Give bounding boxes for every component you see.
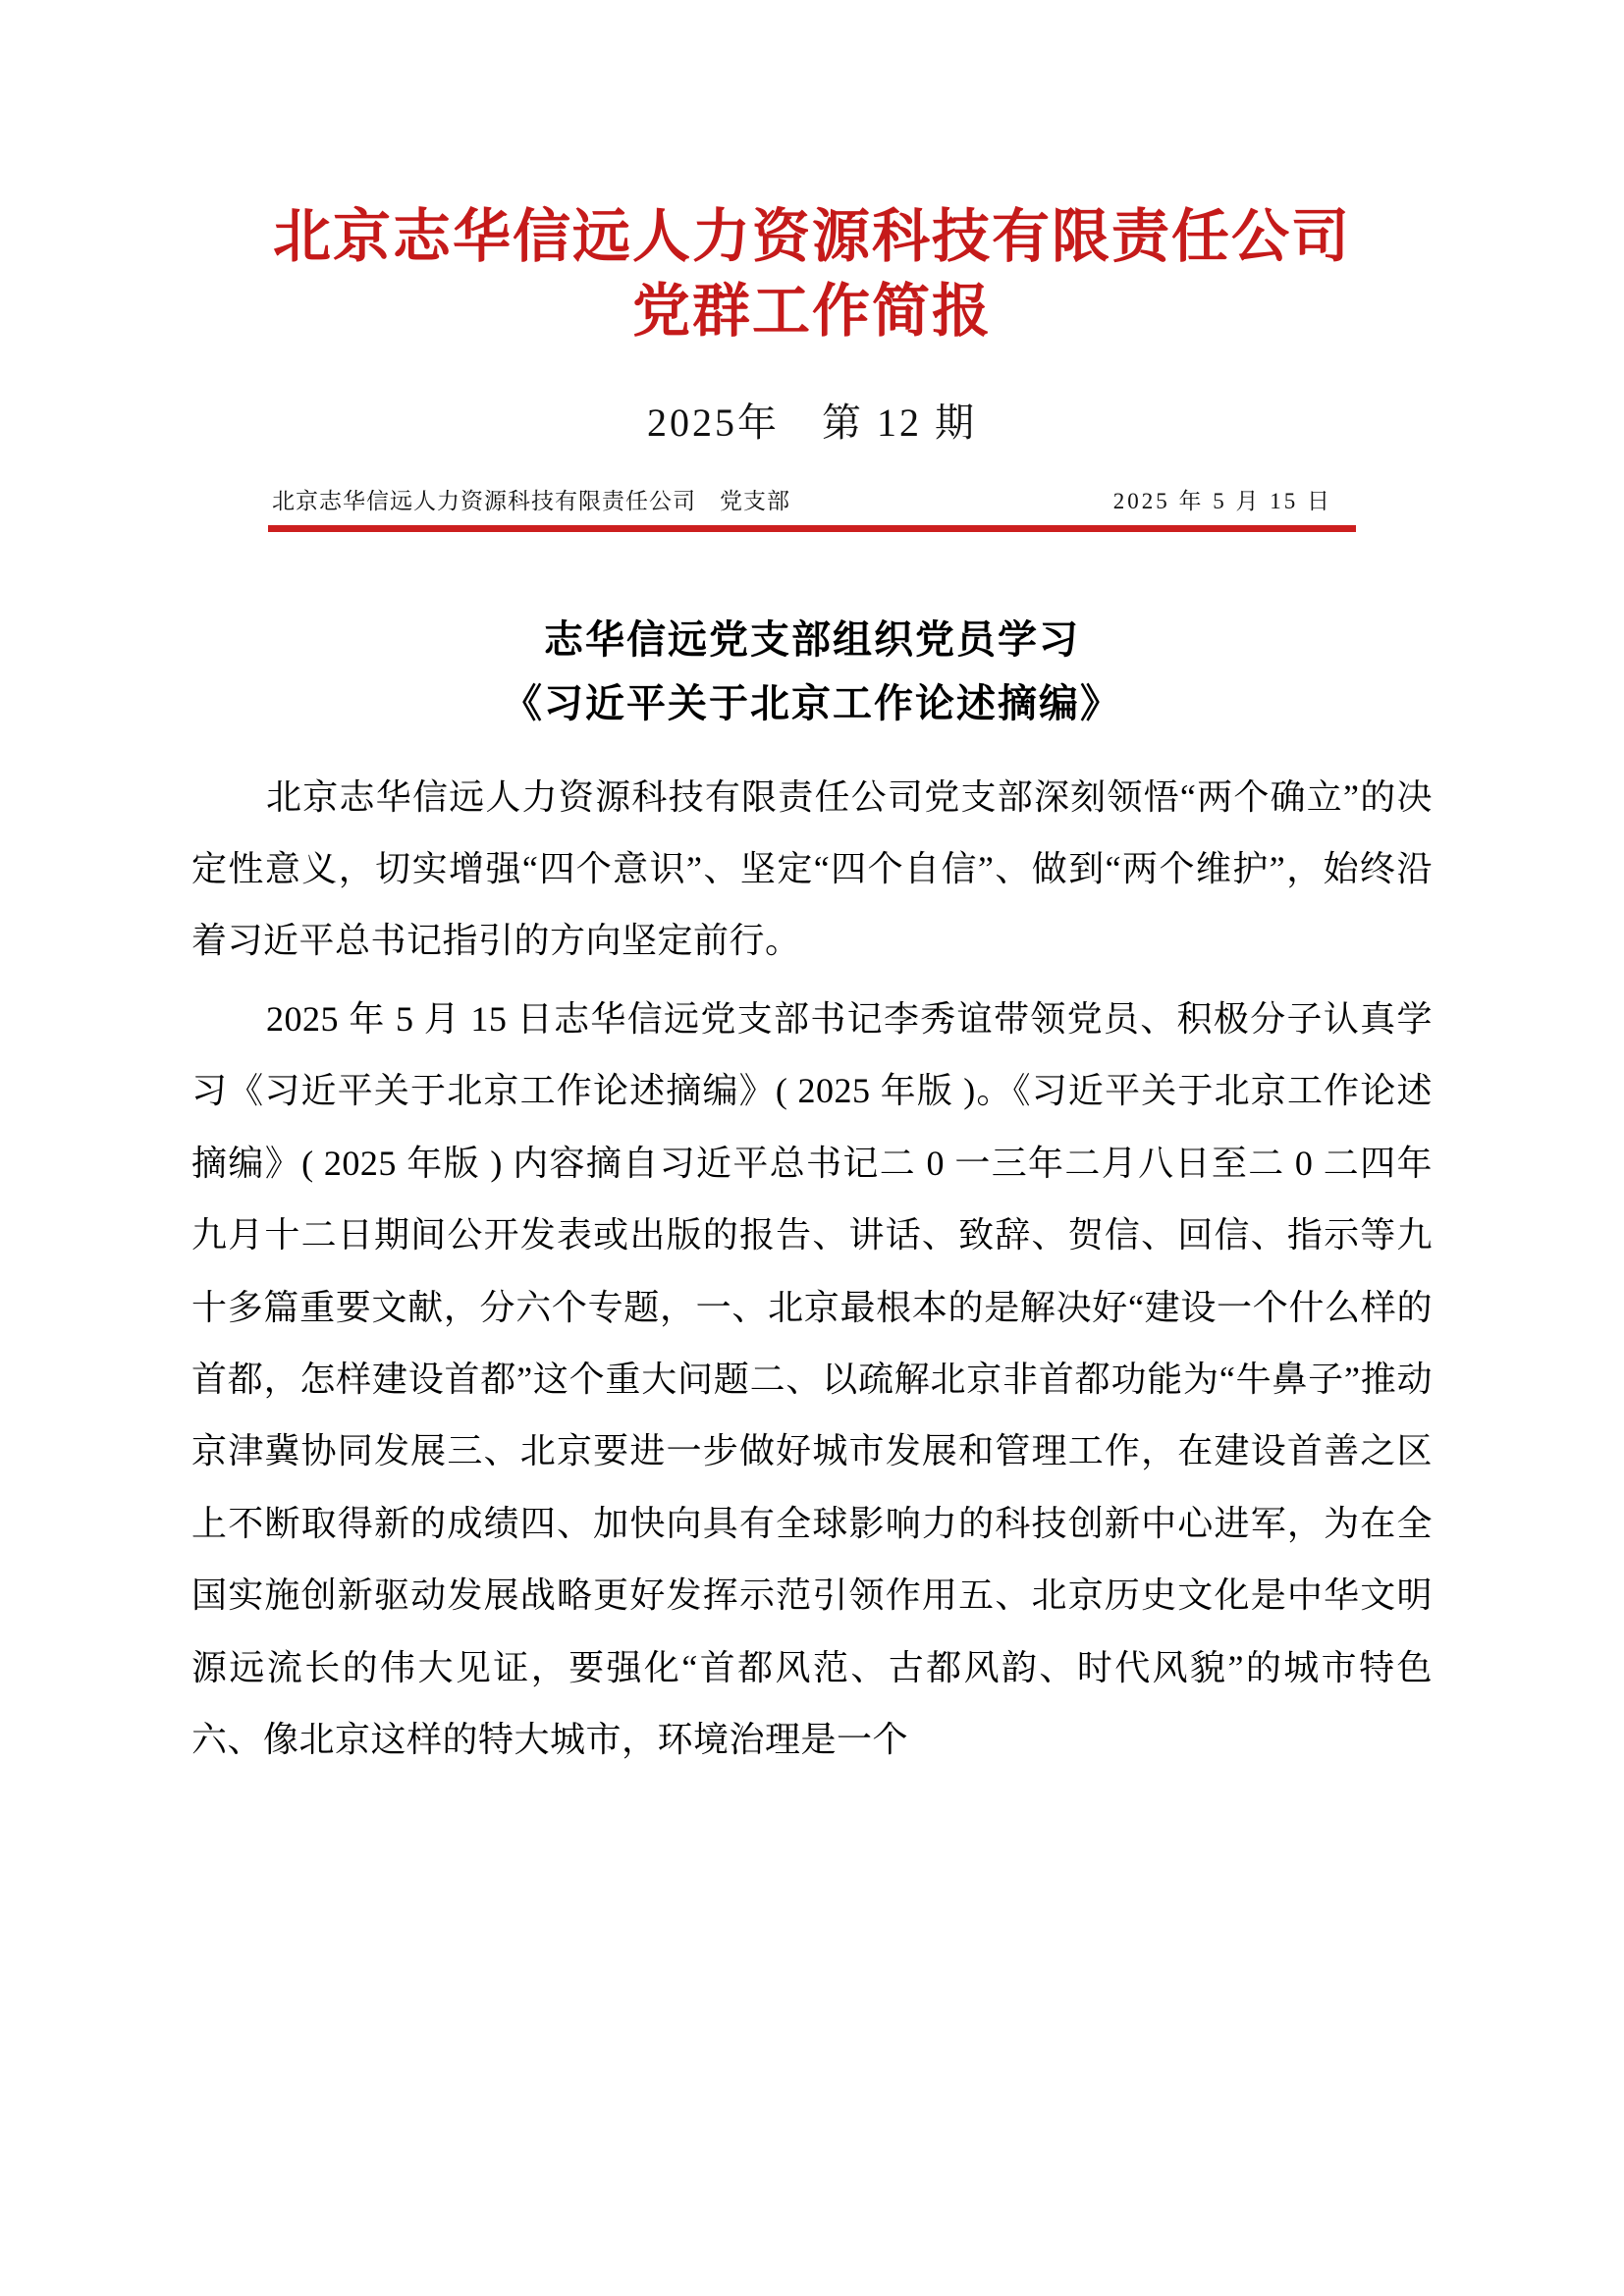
byline [268,483,1356,525]
bulletin-title-line1: 北京志华信远人力资源科技有限责任公司 [272,202,1351,270]
paragraph: 2025 年 5 月 15 日志华信远党支部书记李秀谊带领党员、积极分子认真学习《习近平关于北京工作论述摘编》( 2025 年版 )。《习近平关于北京工作论述摘编》( 2025 年版 ) 内容摘自习近平总书记二 0 一三年二月八日至二 0 二四年九月十二日期间公开发表或出版的报告、讲话、致辞、贺信、回信、指示等九十多篇重要文献，分六个专题，一、北京最根本的是解决好“建设一个什么样的首都，怎样建设首都”这个重大问题二、以疏解北京非首都功能为“牛鼻子”推动京津冀协同发展三、北京要进一步做好城市发展和管理工作，在建设首善之区上不断取得新的成绩四、加快向具有全球影响力的科技创新中心进军，为在全国实施创新驱动发展战略更好发挥示范引领作用五、北京历史文化是中华文明源远流长的伟大见证，要强化“首都风范、古都风韵、时代风貌”的城市特色六、像北京这样的特大城市，环境治理是一个 [191,998,1433,1760]
article-body [191,762,1433,1777]
article [191,609,1433,1777]
paragraph: 北京志华信远人力资源科技有限责任公司党支部深刻领悟“两个确立”的决定性意义，切实增强“四个意识”、坚定“四个自信”、做到“两个维护”，始终沿着习近平总书记指引的方向坚定前行。 [191,776,1433,961]
article-title-line2: 《习近平关于北京工作论述摘编》 [503,679,1121,726]
masthead-byline-block [268,483,1356,532]
bulletin-title [0,201,1624,347]
article-title [191,609,1433,736]
issuing-organization: 北京志华信远人力资源科技有限责任公司 党支部 [272,488,790,513]
issue-number: 2025年 第 12 期 [647,400,977,445]
masthead [0,0,1624,532]
bulletin-title-line2: 党群工作简报 [631,276,992,345]
red-divider-rule [268,525,1356,532]
issue-date: 2025 年 5 月 15 日 [1112,488,1332,513]
article-title-line1: 志华信远党支部组织党员学习 [544,615,1080,663]
